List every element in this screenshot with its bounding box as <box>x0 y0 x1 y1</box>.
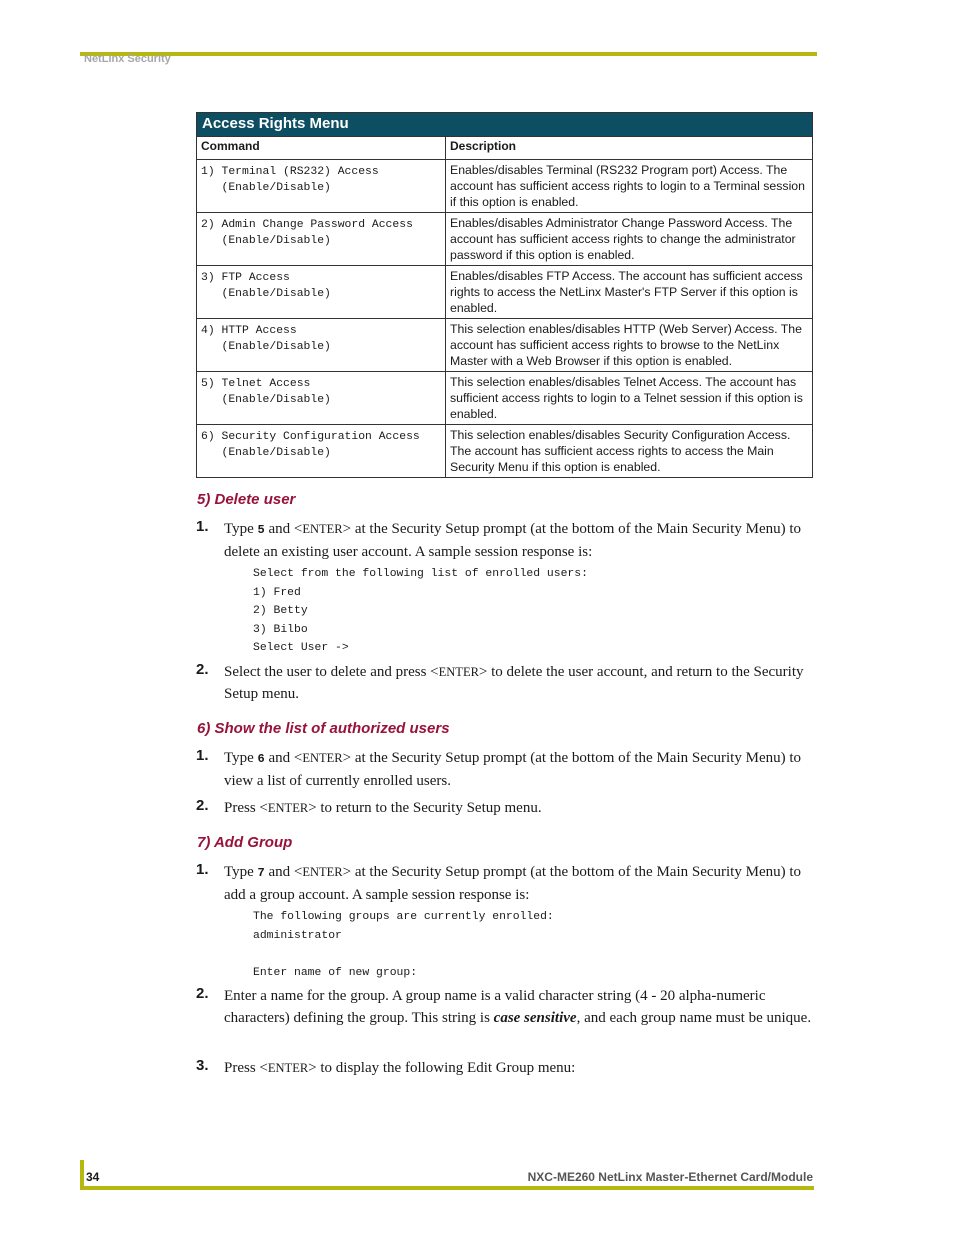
column-header-description: Description <box>446 137 813 160</box>
key-enter: ENTER <box>302 522 343 536</box>
step-item <box>196 1057 816 1079</box>
key-enter: ENTER <box>267 1061 309 1075</box>
step-text <box>224 985 816 1029</box>
table-row <box>197 425 813 478</box>
step-item <box>196 861 816 906</box>
table-row <box>197 266 813 319</box>
text-run: > to return to the Security Setup menu. <box>308 800 542 816</box>
text-run: and < <box>264 864 303 880</box>
step-number: 3. <box>196 1057 209 1074</box>
step-item <box>196 661 816 705</box>
footer-rule <box>80 1186 814 1190</box>
step-number: 1. <box>196 747 209 764</box>
step-text <box>224 861 816 906</box>
text-run: and < <box>264 750 303 766</box>
step-number: 2. <box>196 661 209 678</box>
command-cell: 4) HTTP Access (Enable/Disable) <box>197 319 446 372</box>
description-cell: Enables/disables Administrator Change Password Access. The account has sufficient access rights to change the administrator password if this option is enabled. <box>446 213 813 266</box>
section-heading-add-group: 7) Add Group <box>197 834 293 851</box>
key-enter: ENTER <box>302 865 343 879</box>
step-item <box>196 747 816 792</box>
command-cell: 1) Terminal (RS232) Access (Enable/Disable) <box>197 160 446 213</box>
key-label: 6 <box>257 752 265 766</box>
key-enter: ENTER <box>438 665 479 679</box>
text-run: > at the Security Setup prompt (at the bottom of the Main Security Menu) to delete an existing user account. A sample session response is: <box>224 521 802 560</box>
header-rule <box>80 52 817 56</box>
code-sample: The following groups are currently enrolled: administrator Enter name of new group: <box>253 911 554 979</box>
table-row <box>197 213 813 266</box>
key-label: 7 <box>257 866 265 880</box>
step-number: 2. <box>196 985 209 1002</box>
emphasis-text: case sensitive <box>493 1010 577 1026</box>
description-cell: Enables/disables Terminal (RS232 Program port) Access. The account has sufficient access rights to login to a Terminal session if this option is enabled. <box>446 160 813 213</box>
access-rights-table <box>196 112 813 478</box>
step-text <box>224 518 816 563</box>
text-run: Type <box>224 864 258 880</box>
key-enter: ENTER <box>267 801 309 815</box>
key-enter: ENTER <box>302 751 343 765</box>
table-row <box>197 319 813 372</box>
step-text <box>224 797 816 819</box>
footer-title: NXC-ME260 NetLinx Master-Ethernet Card/Module <box>527 1170 813 1184</box>
section-heading-delete-user: 5) Delete user <box>197 491 296 508</box>
text-run: > at the Security Setup prompt (at the bottom of the Main Security Menu) to add a group account. A sample session response is: <box>224 864 802 903</box>
text-run: and < <box>264 521 303 537</box>
table-title: Access Rights Menu <box>197 113 813 137</box>
text-run: Press < <box>224 1060 268 1076</box>
step-text <box>224 1057 816 1079</box>
step-item <box>196 797 816 819</box>
text-run: > to delete the user account, and return to the Security Setup menu. <box>224 664 804 702</box>
command-cell: 5) Telnet Access (Enable/Disable) <box>197 372 446 425</box>
text-run: Type <box>224 750 258 766</box>
table-row <box>197 372 813 425</box>
description-cell: This selection enables/disables HTTP (Web Server) Access. The account has sufficient access rights to browse to the NetLinx Master with a Web Browser if this option is enabled. <box>446 319 813 372</box>
text-run: > to display the following Edit Group menu: <box>308 1060 576 1076</box>
table-row <box>197 160 813 213</box>
command-cell: 2) Admin Change Password Access (Enable/Disable) <box>197 213 446 266</box>
running-header: NetLinx Security <box>84 53 171 65</box>
page-number: 34 <box>86 1170 100 1184</box>
command-cell: 3) FTP Access (Enable/Disable) <box>197 266 446 319</box>
step-text <box>224 747 816 792</box>
step-item <box>196 518 816 563</box>
command-cell: 6) Security Configuration Access (Enable/Disable) <box>197 425 446 478</box>
text-run: Enter a name for the group. A group name is a valid character string (4 - 20 alpha-numeric characters) defining the group. This string is <box>224 988 766 1026</box>
key-label: 5 <box>257 523 265 537</box>
description-cell: This selection enables/disables Telnet Access. The account has sufficient access rights to login to a Telnet session if this option is enabled. <box>446 372 813 425</box>
text-run: Select the user to delete and press < <box>224 664 439 680</box>
step-number: 2. <box>196 797 209 814</box>
text-run: Press < <box>224 800 268 816</box>
step-item <box>196 985 816 1029</box>
step-number: 1. <box>196 518 209 535</box>
text-run: > at the Security Setup prompt (at the bottom of the Main Security Menu) to view a list of currently enrolled users. <box>224 750 802 789</box>
text-run: Type <box>224 521 258 537</box>
column-header-command: Command <box>197 137 446 160</box>
description-cell: This selection enables/disables Security Configuration Access. The account has sufficient access rights to access the Main Security Menu if this option is enabled. <box>446 425 813 478</box>
text-run: , and each group name must be unique. <box>576 1010 812 1026</box>
description-cell: Enables/disables FTP Access. The account has sufficient access rights to access the NetLinx Master's FTP Server if this option is enabled. <box>446 266 813 319</box>
section-heading-show-users: 6) Show the list of authorized users <box>197 720 450 737</box>
step-number: 1. <box>196 861 209 878</box>
step-text <box>224 661 816 705</box>
code-sample: Select from the following list of enrolled users: 1) Fred 2) Betty 3) Bilbo Select User -> <box>253 568 588 655</box>
